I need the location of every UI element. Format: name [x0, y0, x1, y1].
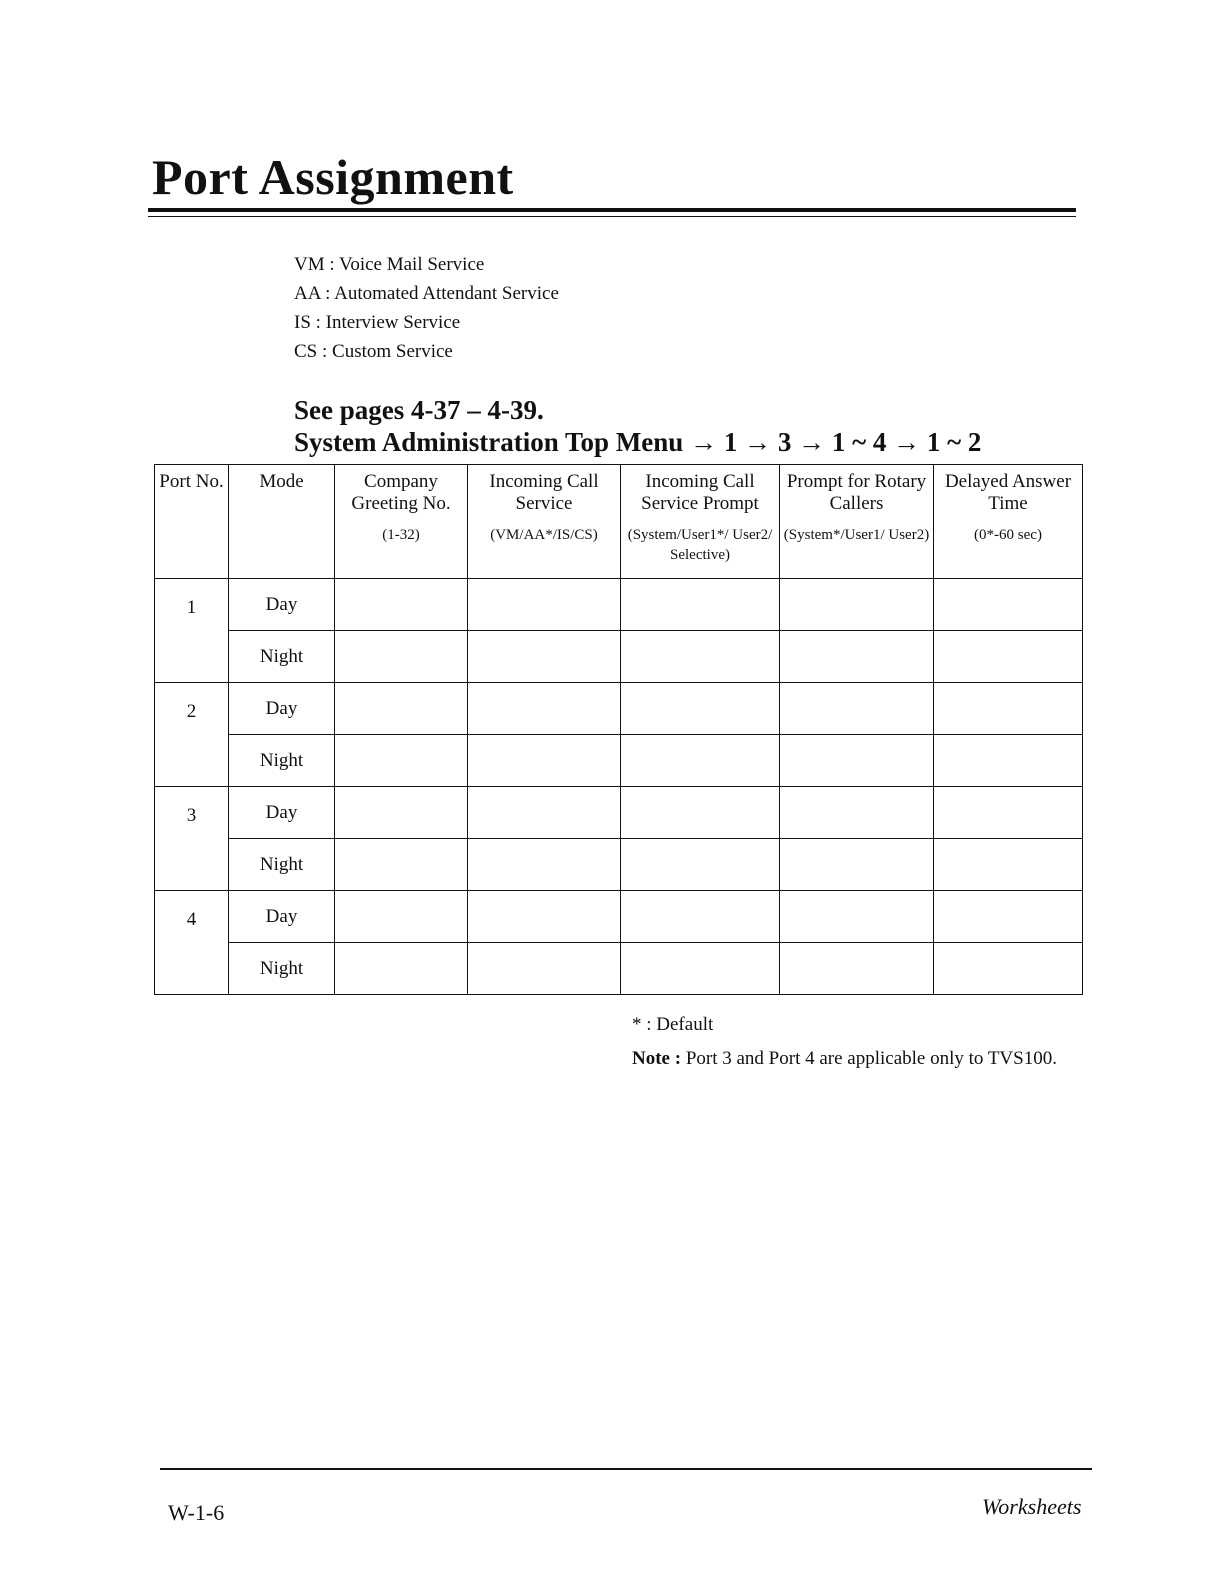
blank-cell[interactable]	[468, 839, 621, 891]
header-label: Mode	[259, 471, 304, 492]
header-incoming-call-service	[468, 465, 621, 579]
header-range: (System*/User1/ User2)	[783, 527, 930, 543]
mode-night: Night	[229, 839, 335, 891]
blank-cell[interactable]	[621, 787, 780, 839]
blank-cell[interactable]	[335, 683, 468, 735]
blank-cell[interactable]	[934, 683, 1083, 735]
header-incoming-call-prompt	[621, 465, 780, 579]
blank-cell[interactable]	[934, 579, 1083, 631]
blank-cell[interactable]	[468, 943, 621, 995]
mode-night: Night	[229, 735, 335, 787]
section-name: Worksheets	[982, 1494, 1082, 1519]
table-row	[155, 787, 1083, 839]
blank-cell[interactable]	[335, 839, 468, 891]
table-header-row	[155, 465, 1083, 579]
table-row	[155, 735, 1083, 787]
mode-day: Day	[229, 579, 335, 631]
blank-cell[interactable]	[335, 631, 468, 683]
title-rule	[148, 208, 1076, 212]
header-label: Incoming Call Service	[489, 471, 599, 514]
legend-item-is: IS : Interview Service	[294, 312, 461, 333]
blank-cell[interactable]	[934, 891, 1083, 943]
table-row	[155, 683, 1083, 735]
legend-item-vm: VM : Voice Mail Service	[294, 254, 485, 275]
legend-item-cs: CS : Custom Service	[294, 341, 453, 362]
blank-cell[interactable]	[934, 735, 1083, 787]
blank-cell[interactable]	[621, 891, 780, 943]
header-label: Port No.	[159, 471, 224, 492]
page-number: W-1-6	[168, 1500, 225, 1525]
header-port-no	[155, 465, 229, 579]
blank-cell[interactable]	[934, 787, 1083, 839]
blank-cell[interactable]	[621, 631, 780, 683]
page-title: Port Assignment	[152, 149, 514, 205]
table-row	[155, 631, 1083, 683]
blank-cell[interactable]	[468, 735, 621, 787]
blank-cell[interactable]	[621, 943, 780, 995]
blank-cell[interactable]	[335, 787, 468, 839]
footer-rule	[160, 1468, 1092, 1470]
blank-cell[interactable]	[468, 579, 621, 631]
header-range: (1-32)	[382, 527, 420, 543]
blank-cell[interactable]	[780, 943, 934, 995]
header-mode	[229, 465, 335, 579]
header-range: (System/User1*/ User2/ Selective)	[627, 527, 773, 563]
port-number: 3	[155, 787, 229, 891]
blank-cell[interactable]	[934, 631, 1083, 683]
blank-cell[interactable]	[780, 735, 934, 787]
blank-cell[interactable]	[335, 579, 468, 631]
blank-cell[interactable]	[468, 891, 621, 943]
blank-cell[interactable]	[335, 943, 468, 995]
note-label: Note :	[632, 1048, 682, 1069]
see-pages: See pages 4-37 – 4-39.	[294, 395, 544, 425]
header-range: (0*-60 sec)	[974, 527, 1042, 543]
reference-block	[294, 394, 981, 458]
blank-cell[interactable]	[621, 839, 780, 891]
mode-day: Day	[229, 891, 335, 943]
mode-night: Night	[229, 631, 335, 683]
blank-cell[interactable]	[468, 787, 621, 839]
blank-cell[interactable]	[934, 839, 1083, 891]
header-label: Delayed Answer Time	[944, 471, 1072, 514]
header-range: (VM/AA*/IS/CS)	[490, 527, 598, 543]
blank-cell[interactable]	[621, 683, 780, 735]
mode-day: Day	[229, 683, 335, 735]
blank-cell[interactable]	[780, 579, 934, 631]
blank-cell[interactable]	[780, 839, 934, 891]
table-row	[155, 891, 1083, 943]
header-label: Company Greeting No.	[351, 471, 451, 514]
blank-cell[interactable]	[780, 683, 934, 735]
legend-item-aa: AA : Automated Attendant Service	[294, 283, 559, 304]
header-label: Incoming Call Service Prompt	[641, 471, 759, 514]
default-footnote: * : Default	[632, 1014, 714, 1035]
table-row	[155, 579, 1083, 631]
port-number: 2	[155, 683, 229, 787]
blank-cell[interactable]	[335, 891, 468, 943]
mode-night: Night	[229, 943, 335, 995]
table-row	[155, 943, 1083, 995]
header-label: Prompt for Rotary Callers	[786, 471, 927, 514]
port-number: 4	[155, 891, 229, 995]
blank-cell[interactable]	[934, 943, 1083, 995]
mode-day: Day	[229, 787, 335, 839]
blank-cell[interactable]	[621, 579, 780, 631]
note-text: Port 3 and Port 4 are applicable only to TVS100.	[685, 1048, 1057, 1069]
mode-legend	[294, 250, 559, 366]
blank-cell[interactable]	[468, 631, 621, 683]
menu-path: System Administration Top Menu → 1 → 3 → 1 ~ 4 → 1 ~ 2	[294, 427, 982, 457]
blank-cell[interactable]	[780, 631, 934, 683]
port-number: 1	[155, 579, 229, 683]
port-assignment-table	[154, 464, 1083, 995]
title-rule-thin	[148, 216, 1076, 217]
applicability-note	[632, 1048, 1057, 1070]
header-delayed-answer	[934, 465, 1083, 579]
blank-cell[interactable]	[780, 891, 934, 943]
blank-cell[interactable]	[468, 683, 621, 735]
header-rotary-prompt	[780, 465, 934, 579]
header-company-greeting	[335, 465, 468, 579]
blank-cell[interactable]	[621, 735, 780, 787]
blank-cell[interactable]	[780, 787, 934, 839]
blank-cell[interactable]	[335, 735, 468, 787]
table-row	[155, 839, 1083, 891]
